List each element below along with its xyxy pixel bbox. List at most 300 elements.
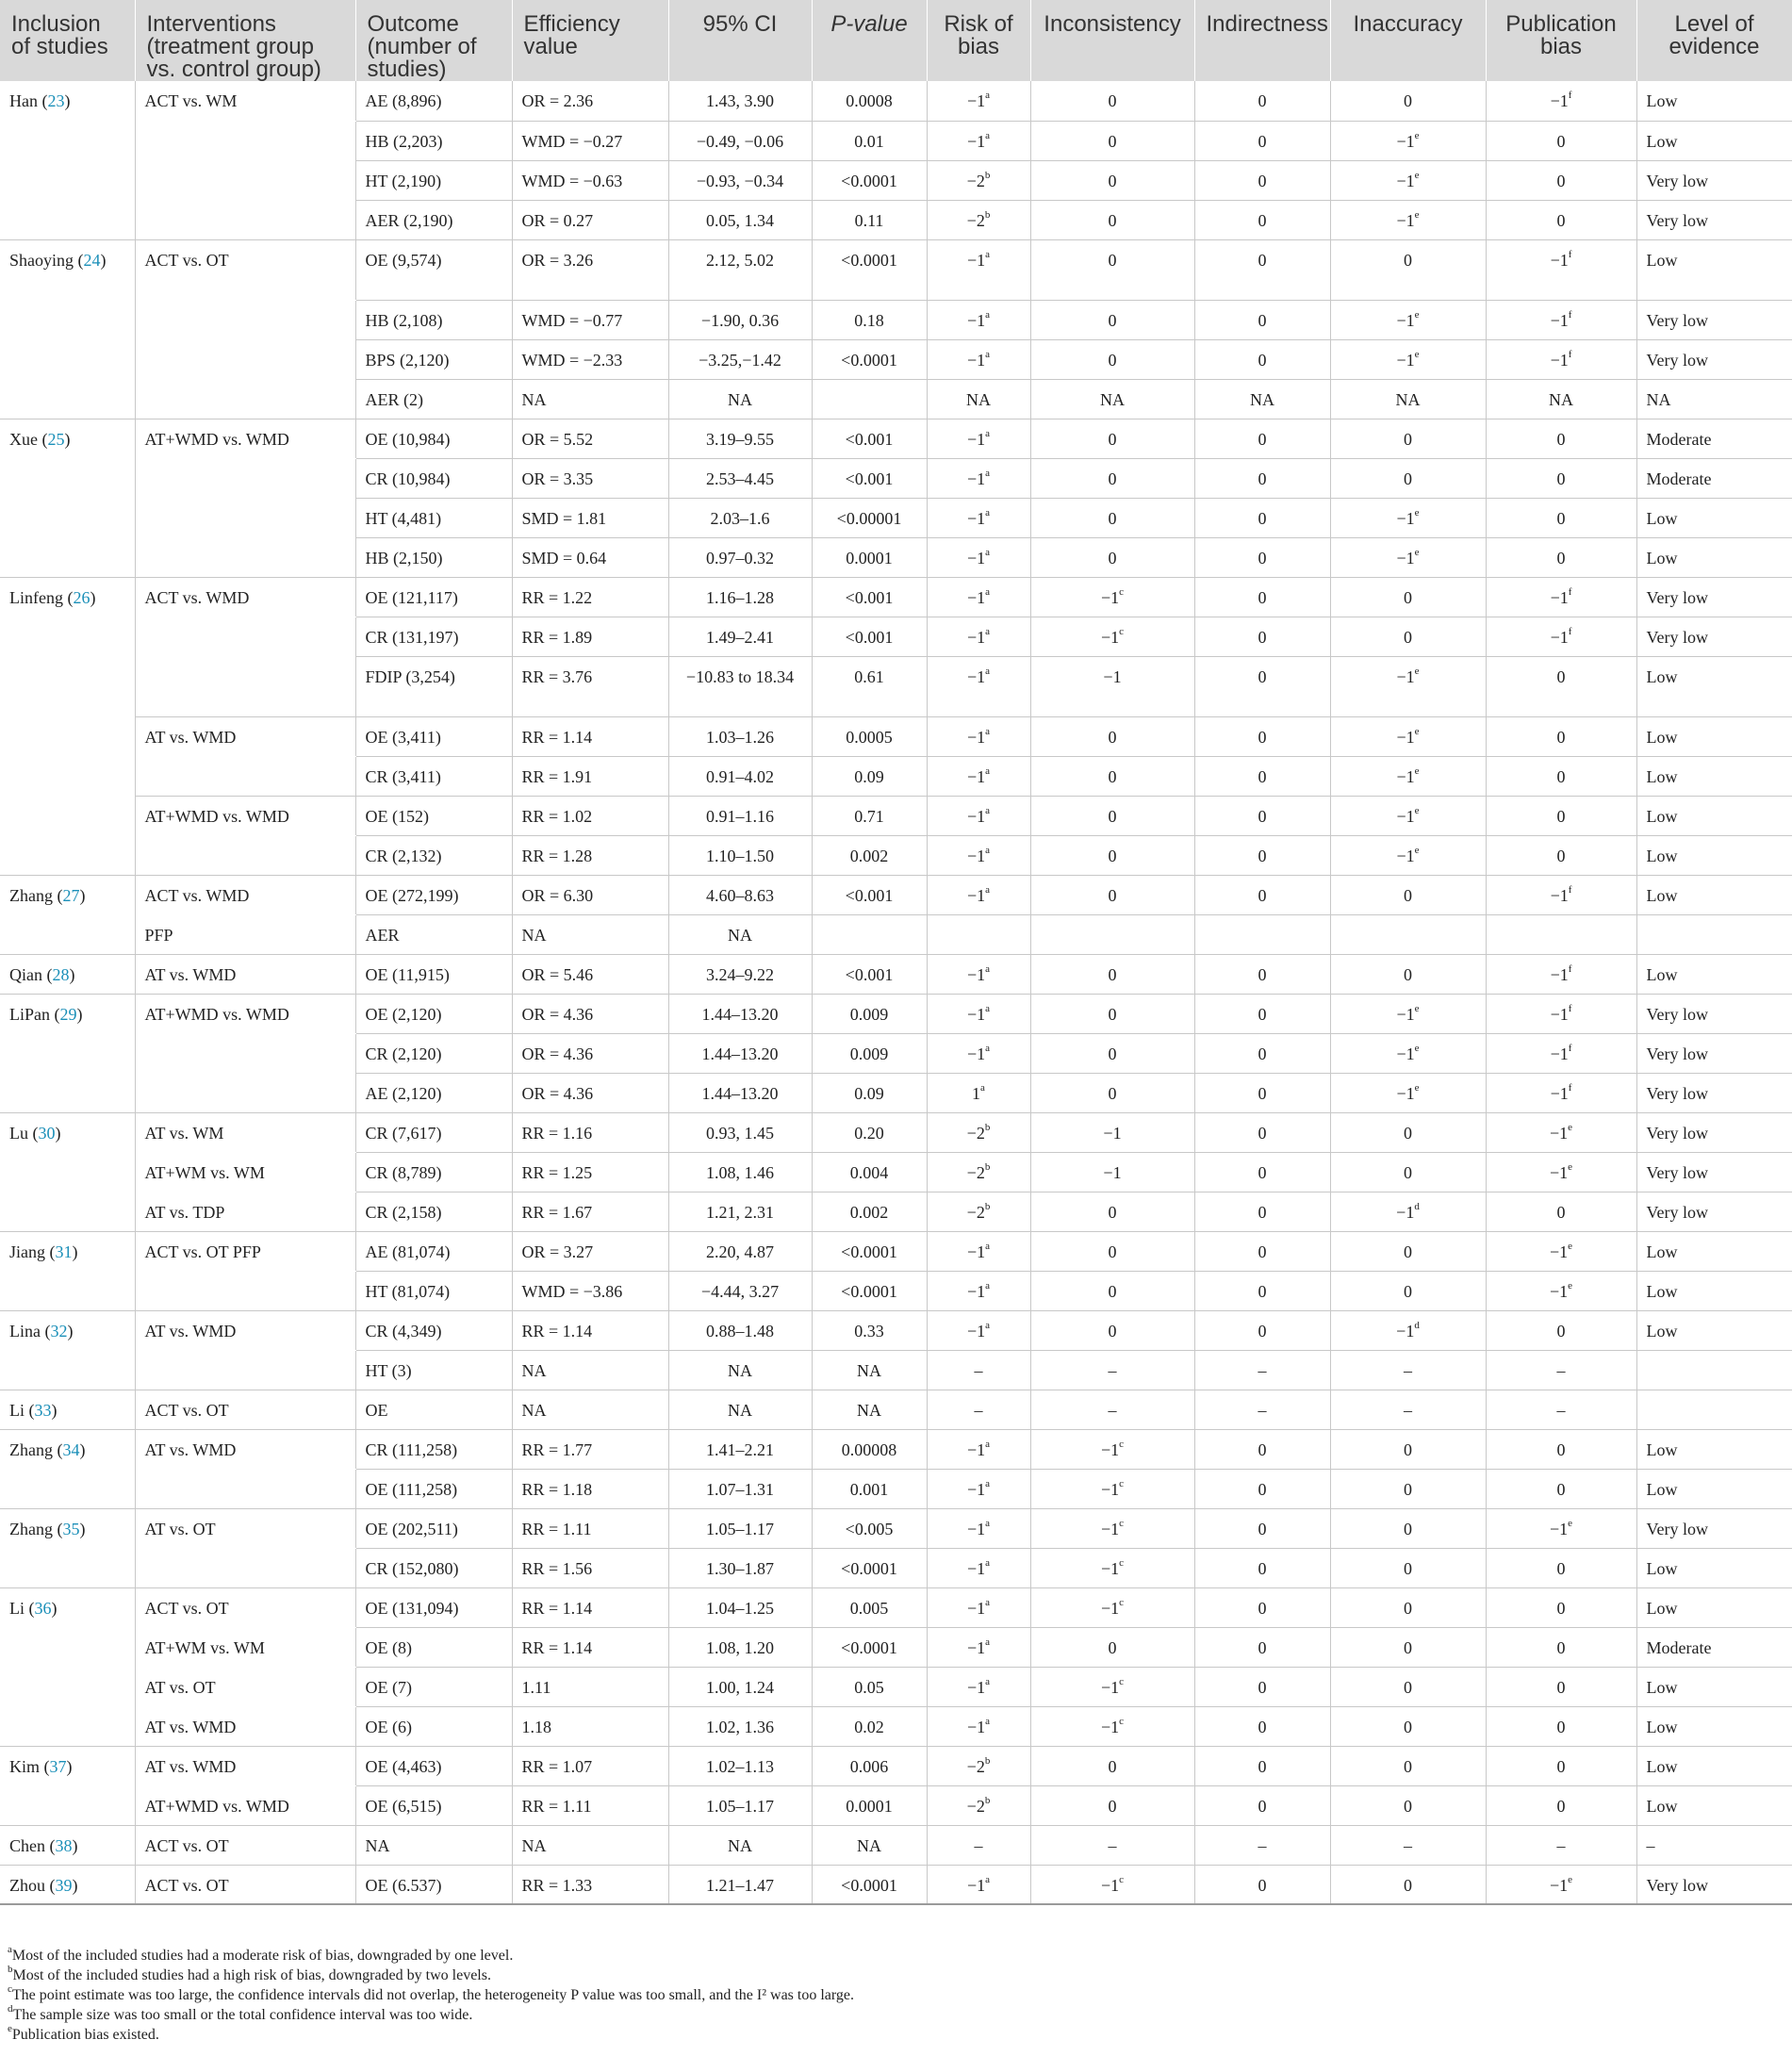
- outcome-cell: OE (272,199): [355, 875, 512, 914]
- study-reference[interactable]: 24: [83, 250, 101, 270]
- level-of-evidence-cell: Low: [1636, 121, 1792, 160]
- publication-bias-cell: [1486, 1231, 1636, 1271]
- inaccuracy-cell: [1330, 1152, 1486, 1192]
- ina-value: −1: [1396, 210, 1415, 230]
- indirectness-cell: 0: [1194, 200, 1330, 239]
- study-reference[interactable]: 26: [73, 587, 90, 607]
- efficiency-cell: RR = 1.89: [512, 617, 668, 656]
- rob-value: −2: [966, 210, 985, 230]
- study-reference[interactable]: 37: [49, 1756, 67, 1776]
- inc-value: –: [1108, 1835, 1117, 1855]
- outcome-cell: OE (7): [355, 1667, 512, 1706]
- level-of-evidence-cell: Moderate: [1636, 419, 1792, 458]
- outcome-cell: OE (6.537): [355, 1865, 512, 1904]
- rob-footnote-mark: a: [985, 546, 991, 558]
- study-reference[interactable]: 39: [55, 1875, 73, 1895]
- outcome-cell: BPS (2,120): [355, 339, 512, 379]
- p-value-cell: 0.0001: [812, 1785, 927, 1825]
- table-row: [0, 914, 1792, 954]
- ina-value: 0: [1404, 1123, 1412, 1143]
- pb-value: 0: [1556, 727, 1566, 747]
- risk-of-bias-cell: [927, 537, 1030, 577]
- indirectness-cell: 0: [1194, 875, 1330, 914]
- study-cell: Zhang (34): [0, 1429, 135, 1508]
- publication-bias-cell: [1486, 954, 1636, 994]
- inconsistency-cell: [1030, 300, 1194, 339]
- ina-value: 0: [1404, 1717, 1412, 1736]
- intervention-cell: ACT vs. WMD: [135, 577, 355, 617]
- study-reference[interactable]: 38: [55, 1835, 73, 1855]
- ina-value: −1: [1396, 508, 1415, 528]
- indirectness-cell: 0: [1194, 498, 1330, 537]
- p-value-cell: 0.61: [812, 656, 927, 716]
- inaccuracy-cell: [1330, 300, 1486, 339]
- p-value-cell: <0.0001: [812, 339, 927, 379]
- intervention-cell: AT vs. OT: [135, 1508, 355, 1548]
- ina-value: 0: [1404, 1439, 1412, 1459]
- level-of-evidence-cell: Low: [1636, 1231, 1792, 1271]
- pb-value: 0: [1556, 429, 1566, 449]
- indirectness-cell: 0: [1194, 339, 1330, 379]
- efficiency-cell: RR = 1.11: [512, 1508, 668, 1548]
- study-reference[interactable]: 32: [50, 1321, 68, 1341]
- risk-of-bias-cell: [927, 1706, 1030, 1746]
- indirectness-cell: 0: [1194, 419, 1330, 458]
- ina-footnote-mark: e: [1414, 804, 1420, 816]
- efficiency-cell: RR = 1.02: [512, 796, 668, 835]
- study-cell: Lina (32): [0, 1310, 135, 1390]
- p-value-cell: <0.001: [812, 577, 927, 617]
- inconsistency-cell: [1030, 81, 1194, 121]
- ci-cell: −1.90, 0.36: [668, 300, 812, 339]
- study-reference[interactable]: 25: [47, 429, 65, 449]
- inaccuracy-cell: [1330, 537, 1486, 577]
- table-row: [0, 1033, 1792, 1073]
- ci-cell: 1.49–2.41: [668, 617, 812, 656]
- p-value-cell: 0.004: [812, 1152, 927, 1192]
- indirectness-cell: 0: [1194, 954, 1330, 994]
- efficiency-cell: RR = 1.14: [512, 1627, 668, 1667]
- publication-bias-cell: [1486, 1271, 1636, 1310]
- inc-value: 0: [1108, 1281, 1117, 1301]
- pb-footnote-mark: e: [1568, 1873, 1573, 1885]
- inconsistency-cell: [1030, 1231, 1194, 1271]
- ci-cell: 1.04–1.25: [668, 1587, 812, 1627]
- inaccuracy-cell: [1330, 121, 1486, 160]
- pb-value: −1: [1549, 1875, 1569, 1895]
- publication-bias-cell: [1486, 1112, 1636, 1152]
- inc-footnote-mark: c: [1119, 585, 1125, 598]
- risk-of-bias-cell: [927, 300, 1030, 339]
- inaccuracy-cell: [1330, 1587, 1486, 1627]
- study-reference[interactable]: 36: [34, 1598, 52, 1618]
- ina-value: 0: [1404, 469, 1412, 488]
- study-reference[interactable]: 27: [62, 885, 80, 905]
- rob-footnote-mark: a: [985, 665, 991, 677]
- ina-value: 0: [1404, 1875, 1412, 1895]
- ina-value: −1: [1396, 766, 1415, 786]
- level-of-evidence-cell: Low: [1636, 1310, 1792, 1350]
- rob-footnote-mark: b: [984, 169, 991, 181]
- risk-of-bias-cell: [927, 239, 1030, 300]
- outcome-cell: AE (81,074): [355, 1231, 512, 1271]
- ci-cell: 2.53–4.45: [668, 458, 812, 498]
- level-of-evidence-cell: Very low: [1636, 1033, 1792, 1073]
- indirectness-cell: 0: [1194, 1271, 1330, 1310]
- pb-value: −1: [1550, 91, 1569, 110]
- ci-cell: 1.05–1.17: [668, 1508, 812, 1548]
- ci-cell: −0.93, −0.34: [668, 160, 812, 200]
- level-of-evidence-cell: Very low: [1636, 1073, 1792, 1112]
- risk-of-bias-cell: [927, 121, 1030, 160]
- inaccuracy-cell: [1330, 339, 1486, 379]
- ci-cell: −3.25,−1.42: [668, 339, 812, 379]
- risk-of-bias-cell: [927, 1310, 1030, 1350]
- p-value-cell: <0.001: [812, 617, 927, 656]
- rob-value: −1: [966, 1242, 986, 1261]
- ina-value: 0: [1404, 627, 1412, 647]
- ci-cell: 1.44–13.20: [668, 1033, 812, 1073]
- p-value-cell: <0.001: [812, 875, 927, 914]
- intervention-cell: [135, 656, 355, 716]
- study-reference[interactable]: 28: [52, 964, 70, 984]
- inc-value: −1: [1100, 1439, 1120, 1459]
- rob-value: –: [974, 1400, 983, 1420]
- outcome-cell: OE (121,117): [355, 577, 512, 617]
- inc-value: –: [1108, 1360, 1117, 1380]
- rob-footnote-mark: a: [985, 1477, 991, 1489]
- table-row: [0, 1706, 1792, 1746]
- efficiency-cell: NA: [512, 914, 668, 954]
- rob-footnote-mark: a: [985, 1556, 991, 1569]
- publication-bias-cell: [1486, 1865, 1636, 1904]
- study-reference[interactable]: 35: [62, 1519, 80, 1538]
- publication-bias-cell: [1486, 160, 1636, 200]
- p-value-header-text: P-value: [830, 11, 908, 37]
- rob-value: −1: [966, 469, 986, 488]
- inconsistency-cell: [1030, 1627, 1194, 1667]
- outcome-cell: AER (2,190): [355, 200, 512, 239]
- risk-of-bias-cell: [927, 1152, 1030, 1192]
- efficiency-cell: RR = 1.28: [512, 835, 668, 875]
- outcome-cell: OE (8): [355, 1627, 512, 1667]
- p-value-cell: 0.006: [812, 1746, 927, 1785]
- inconsistency-cell: [1030, 1310, 1194, 1350]
- study-reference[interactable]: 33: [34, 1400, 52, 1420]
- inaccuracy-cell: [1330, 1667, 1486, 1706]
- study-cell: Zhang (35): [0, 1508, 135, 1587]
- outcome-cell: CR (2,158): [355, 1192, 512, 1231]
- intervention-cell: [135, 121, 355, 160]
- indirectness-cell: 0: [1194, 1587, 1330, 1627]
- level-of-evidence-cell: Very low: [1636, 300, 1792, 339]
- pb-value: 0: [1556, 1439, 1566, 1459]
- efficiency-cell: 1.11: [512, 1667, 668, 1706]
- rob-footnote-mark: a: [980, 1081, 985, 1094]
- level-of-evidence-cell: Low: [1636, 1746, 1792, 1785]
- level-of-evidence-cell: [1636, 1350, 1792, 1390]
- ina-value: 0: [1404, 91, 1412, 110]
- level-of-evidence-cell: Low: [1636, 1429, 1792, 1469]
- level-of-evidence-cell: Very low: [1636, 1865, 1792, 1904]
- risk-of-bias-cell: [927, 1667, 1030, 1706]
- pb-value: 0: [1556, 131, 1566, 151]
- risk-of-bias-cell: [927, 419, 1030, 458]
- inaccuracy-cell: [1330, 1706, 1486, 1746]
- ci-cell: 0.91–1.16: [668, 796, 812, 835]
- study-cell: Zhou (39): [0, 1865, 135, 1904]
- ci-cell: 0.97–0.32: [668, 537, 812, 577]
- rob-value: 1: [972, 1083, 981, 1103]
- study-reference[interactable]: 31: [55, 1242, 73, 1261]
- table-row: [0, 954, 1792, 994]
- ina-footnote-mark: d: [1414, 1200, 1420, 1212]
- outcome-cell: CR (10,984): [355, 458, 512, 498]
- rob-footnote-mark: a: [985, 1438, 991, 1450]
- footnote-text: Most of the included studies had a high risk of bias, downgraded by two levels.: [12, 1967, 491, 1983]
- indirectness-cell: 0: [1194, 1508, 1330, 1548]
- table-row: [0, 1350, 1792, 1390]
- outcome-cell: OE (11,915): [355, 954, 512, 994]
- ci-cell: 0.05, 1.34: [668, 200, 812, 239]
- ci-cell: 1.44–13.20: [668, 994, 812, 1033]
- inconsistency-cell: [1030, 994, 1194, 1033]
- efficiency-cell: RR = 1.16: [512, 1112, 668, 1152]
- rob-value: −1: [966, 131, 986, 151]
- inaccuracy-cell: [1330, 756, 1486, 796]
- pb-value: 0: [1556, 846, 1566, 865]
- level-of-evidence-cell: [1636, 1390, 1792, 1429]
- level-of-evidence-cell: Low: [1636, 1271, 1792, 1310]
- publication-bias-cell: [1486, 656, 1636, 716]
- study-name: Han: [9, 91, 38, 110]
- risk-of-bias-cell: [927, 1785, 1030, 1825]
- pb-value: 0: [1556, 1479, 1566, 1499]
- study-name: Shaoying: [9, 250, 74, 270]
- intervention-cell: AT+WM vs. WM: [135, 1627, 355, 1667]
- ci-cell: 1.07–1.31: [668, 1469, 812, 1508]
- pb-value: −1: [1550, 1044, 1569, 1063]
- indirectness-cell: –: [1194, 1390, 1330, 1429]
- efficiency-cell: OR = 3.26: [512, 239, 668, 300]
- inconsistency-cell: [1030, 160, 1194, 200]
- risk-of-bias-cell: [927, 1033, 1030, 1073]
- inconsistency-cell: [1030, 1587, 1194, 1627]
- outcome-cell: OE (152): [355, 796, 512, 835]
- intervention-cell: [135, 756, 355, 796]
- table-body: [0, 81, 1792, 1904]
- inc-value: 0: [1108, 1202, 1117, 1222]
- inconsistency-cell: [1030, 1785, 1194, 1825]
- level-of-evidence-cell: Low: [1636, 537, 1792, 577]
- inc-value: 0: [1108, 1796, 1117, 1816]
- inaccuracy-cell: [1330, 835, 1486, 875]
- study-reference[interactable]: 29: [59, 1004, 77, 1024]
- inc-value: 0: [1108, 727, 1117, 747]
- inaccuracy-cell: [1330, 160, 1486, 200]
- footnote: [8, 2022, 854, 2045]
- indirectness-cell: 0: [1194, 1073, 1330, 1112]
- level-of-evidence-cell: Low: [1636, 1667, 1792, 1706]
- risk-of-bias-cell: [927, 914, 1030, 954]
- rob-value: −1: [966, 1519, 986, 1538]
- ci-cell: 1.08, 1.20: [668, 1627, 812, 1667]
- risk-of-bias-cell: [927, 160, 1030, 200]
- p-value-cell: <0.0001: [812, 239, 927, 300]
- inconsistency-cell: [1030, 1192, 1194, 1231]
- intervention-cell: AT vs. WMD: [135, 1310, 355, 1350]
- table-row: [0, 239, 1792, 300]
- rob-value: −2: [966, 1123, 985, 1143]
- ci-cell: −0.49, −0.06: [668, 121, 812, 160]
- risk-of-bias-cell: [927, 1429, 1030, 1469]
- pb-footnote-mark: f: [1568, 1002, 1572, 1014]
- pb-value: −1: [1550, 310, 1569, 330]
- level-of-evidence-cell: Very low: [1636, 160, 1792, 200]
- pb-value: 0: [1556, 1677, 1566, 1697]
- indirectness-cell: 0: [1194, 1548, 1330, 1587]
- efficiency-cell: RR = 1.22: [512, 577, 668, 617]
- inc-value: 0: [1108, 508, 1117, 528]
- p-value-cell: 0.009: [812, 1033, 927, 1073]
- rob-footnote-mark: a: [985, 1675, 991, 1687]
- p-value-cell: 0.002: [812, 1192, 927, 1231]
- inconsistency-cell: [1030, 339, 1194, 379]
- indirectness-cell: [1194, 914, 1330, 954]
- ina-value: 0: [1404, 1677, 1412, 1697]
- p-value-cell: 0.0008: [812, 81, 927, 121]
- study-cell: Qian (28): [0, 954, 135, 994]
- col-header-risk-of-bias: Risk of bias: [927, 0, 1030, 81]
- rob-value: −1: [966, 727, 986, 747]
- study-reference[interactable]: 34: [62, 1439, 80, 1459]
- outcome-cell: CR (152,080): [355, 1548, 512, 1587]
- p-value-cell: 0.0001: [812, 537, 927, 577]
- publication-bias-cell: [1486, 914, 1636, 954]
- risk-of-bias-cell: [927, 1192, 1030, 1231]
- ina-value: 0: [1404, 429, 1412, 449]
- inconsistency-cell: [1030, 1390, 1194, 1429]
- publication-bias-cell: [1486, 835, 1636, 875]
- pb-value: 0: [1556, 1598, 1566, 1618]
- ina-value: 0: [1404, 1281, 1412, 1301]
- p-value-cell: <0.0001: [812, 160, 927, 200]
- table-row: [0, 1073, 1792, 1112]
- inc-value: 0: [1108, 1637, 1117, 1657]
- ina-value: 0: [1404, 1637, 1412, 1657]
- table-row: [0, 1390, 1792, 1429]
- pb-value: 0: [1556, 1796, 1566, 1816]
- ina-value: –: [1404, 1400, 1412, 1420]
- intervention-cell: [135, 498, 355, 537]
- rob-value: −1: [966, 1281, 986, 1301]
- p-value-cell: 0.33: [812, 1310, 927, 1350]
- inaccuracy-cell: [1330, 1825, 1486, 1865]
- indirectness-cell: 0: [1194, 1627, 1330, 1667]
- table-row: [0, 1112, 1792, 1152]
- inaccuracy-cell: [1330, 577, 1486, 617]
- col-header-p-value: [812, 0, 927, 81]
- rob-value: −1: [966, 587, 986, 607]
- ina-footnote-mark: d: [1414, 1319, 1420, 1331]
- publication-bias-cell: [1486, 1073, 1636, 1112]
- publication-bias-cell: [1486, 1429, 1636, 1469]
- p-value-cell: <0.001: [812, 419, 927, 458]
- intervention-cell: ACT vs. OT: [135, 1825, 355, 1865]
- outcome-cell: NA: [355, 1825, 512, 1865]
- outcome-cell: HB (2,203): [355, 121, 512, 160]
- inaccuracy-cell: [1330, 875, 1486, 914]
- footnote: [8, 1982, 855, 2005]
- pb-value: −1: [1549, 1281, 1569, 1301]
- rob-footnote-mark: a: [985, 765, 991, 777]
- ina-value: −1: [1396, 1321, 1415, 1341]
- ina-value: 0: [1404, 1479, 1412, 1499]
- risk-of-bias-cell: [927, 656, 1030, 716]
- col-header-outcome: Outcome (number of studies): [355, 0, 512, 81]
- inc-value: NA: [1100, 389, 1125, 409]
- risk-of-bias-cell: [927, 1390, 1030, 1429]
- intervention-cell: ACT vs. OT: [135, 239, 355, 300]
- inc-value: −1: [1100, 1558, 1120, 1578]
- pb-value: −1: [1549, 1519, 1569, 1538]
- table-row: [0, 339, 1792, 379]
- intervention-cell: AT+WMD vs. WMD: [135, 1785, 355, 1825]
- p-value-cell: <0.0001: [812, 1548, 927, 1587]
- ci-cell: NA: [668, 379, 812, 419]
- intervention-cell: PFP: [135, 914, 355, 954]
- inc-value: −1: [1100, 1479, 1120, 1499]
- outcome-cell: HB (2,150): [355, 537, 512, 577]
- table-row: [0, 1192, 1792, 1231]
- p-value-cell: <0.001: [812, 458, 927, 498]
- table-row: [0, 1785, 1792, 1825]
- publication-bias-cell: [1486, 1548, 1636, 1587]
- publication-bias-cell: [1486, 1192, 1636, 1231]
- p-value-cell: <0.0001: [812, 1271, 927, 1310]
- inconsistency-cell: [1030, 458, 1194, 498]
- intervention-cell: [135, 160, 355, 200]
- publication-bias-cell: [1486, 1033, 1636, 1073]
- study-reference[interactable]: 23: [47, 91, 65, 110]
- study-cell: Li (36): [0, 1587, 135, 1746]
- inconsistency-cell: [1030, 914, 1194, 954]
- level-of-evidence-cell: Very low: [1636, 1508, 1792, 1548]
- ina-footnote-mark: e: [1414, 208, 1420, 221]
- pb-footnote-mark: e: [1568, 1517, 1573, 1529]
- pb-footnote-mark: f: [1568, 348, 1572, 360]
- efficiency-cell: NA: [512, 1825, 668, 1865]
- pb-value: 0: [1556, 1637, 1566, 1657]
- study-reference[interactable]: 30: [38, 1123, 56, 1143]
- intervention-cell: AT vs. WMD: [135, 1429, 355, 1469]
- inc-footnote-mark: c: [1119, 625, 1125, 637]
- intervention-cell: AT vs. TDP: [135, 1192, 355, 1231]
- footnote-text: Publication bias existed.: [11, 2027, 159, 2043]
- indirectness-cell: 0: [1194, 1231, 1330, 1271]
- outcome-cell: CR (111,258): [355, 1429, 512, 1469]
- p-value-cell: <0.00001: [812, 498, 927, 537]
- ci-cell: 1.21, 2.31: [668, 1192, 812, 1231]
- rob-value: −1: [966, 1875, 986, 1895]
- inc-value: −1: [1100, 1598, 1120, 1618]
- rob-value: −1: [966, 548, 986, 567]
- indirectness-cell: 0: [1194, 1033, 1330, 1073]
- p-value-cell: NA: [812, 1390, 927, 1429]
- pb-footnote-mark: e: [1568, 1121, 1573, 1133]
- rob-value: −1: [966, 1004, 986, 1024]
- publication-bias-cell: [1486, 1746, 1636, 1785]
